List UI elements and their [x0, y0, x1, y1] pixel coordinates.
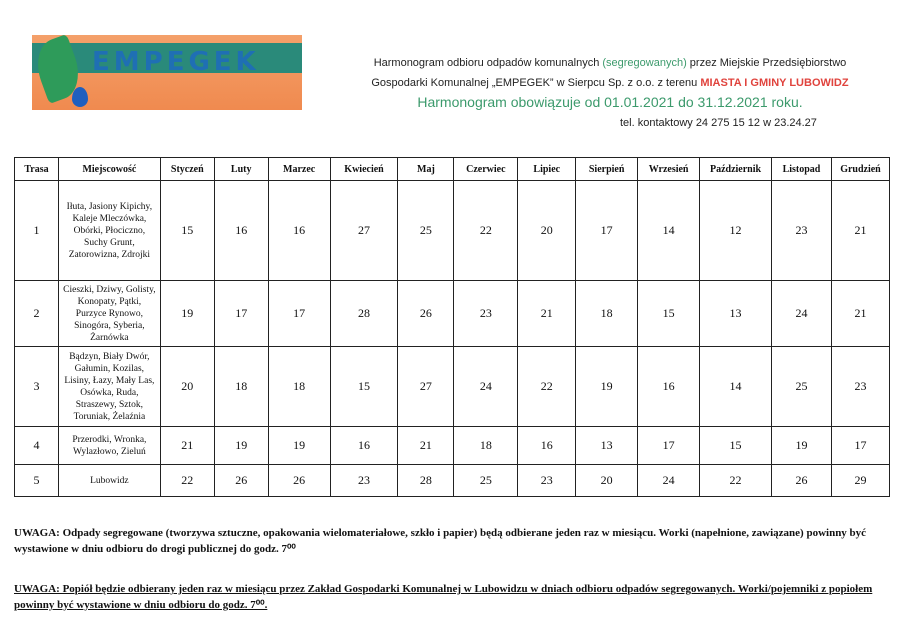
- table-row: [15, 427, 890, 465]
- col-header: Czerwiec: [454, 158, 518, 181]
- col-header: Styczeń: [160, 158, 214, 181]
- pickup-day-cell: 22: [160, 465, 214, 497]
- pickup-day-cell: 13: [700, 281, 772, 347]
- pickup-day-cell: 16: [638, 347, 700, 427]
- pickup-day-cell: 16: [268, 181, 330, 281]
- water-drop-icon: [72, 87, 88, 107]
- table-row: [15, 465, 890, 497]
- note-segregated: UWAGA: Odpady segregowane (tworzywa sztuczne, opakowania wielomateriałowe, szkło i papier) będą odbierane jeden raz w miesiącu. Worki (napełnione, zawiązane) powinny być wystawione w dniu odbioru do drogi publicznej do godz. 7⁰⁰: [14, 527, 867, 555]
- col-header: Kwiecień: [330, 158, 398, 181]
- schedule-table: [14, 157, 890, 497]
- pickup-day-cell: 23: [518, 465, 576, 497]
- pickup-day-cell: 26: [268, 465, 330, 497]
- pickup-day-cell: 21: [398, 427, 454, 465]
- pickup-day-cell: 20: [576, 465, 638, 497]
- pickup-day-cell: 21: [160, 427, 214, 465]
- col-header: Luty: [214, 158, 268, 181]
- route-number: 4: [15, 427, 59, 465]
- col-header: Wrzesień: [638, 158, 700, 181]
- pickup-day-cell: 23: [454, 281, 518, 347]
- pickup-day-cell: 17: [576, 181, 638, 281]
- pickup-day-cell: 29: [831, 465, 889, 497]
- pickup-day-cell: 18: [576, 281, 638, 347]
- pickup-day-cell: 23: [330, 465, 398, 497]
- header-line-1-b: (segregowanych): [602, 57, 687, 69]
- pickup-day-cell: 25: [772, 347, 832, 427]
- header-line-2-a: Gospodarki Komunalnej „EMPEGEK” w Sierpcu Sp. z o.o. z terenu: [371, 77, 701, 89]
- header-line-2: [320, 77, 900, 89]
- col-header: Marzec: [268, 158, 330, 181]
- places-cell: Przerodki, Wronka, Wylazłowo, Zieluń: [58, 427, 160, 465]
- places-cell: Lubowidz: [58, 465, 160, 497]
- header-line-1: [320, 57, 900, 69]
- logo-text: EMPEGEK: [92, 47, 260, 77]
- pickup-day-cell: 26: [772, 465, 832, 497]
- pickup-day-cell: 17: [831, 427, 889, 465]
- pickup-day-cell: 14: [638, 181, 700, 281]
- route-number: 2: [15, 281, 59, 347]
- pickup-day-cell: 21: [831, 281, 889, 347]
- col-header: Maj: [398, 158, 454, 181]
- header-phone: tel. kontaktowy 24 275 15 12 w 23.24.27: [620, 117, 817, 129]
- pickup-day-cell: 17: [214, 281, 268, 347]
- pickup-day-cell: 19: [268, 427, 330, 465]
- pickup-day-cell: 22: [454, 181, 518, 281]
- route-number: 5: [15, 465, 59, 497]
- route-number: 3: [15, 347, 59, 427]
- pickup-day-cell: 19: [772, 427, 832, 465]
- pickup-day-cell: 15: [330, 347, 398, 427]
- pickup-day-cell: 21: [518, 281, 576, 347]
- pickup-day-cell: 22: [518, 347, 576, 427]
- pickup-day-cell: 15: [638, 281, 700, 347]
- pickup-day-cell: 25: [398, 181, 454, 281]
- pickup-day-cell: 18: [454, 427, 518, 465]
- col-header: Październik: [700, 158, 772, 181]
- pickup-day-cell: 17: [268, 281, 330, 347]
- col-header: Lipiec: [518, 158, 576, 181]
- pickup-day-cell: 15: [160, 181, 214, 281]
- col-header: Trasa: [15, 158, 59, 181]
- pickup-day-cell: 24: [772, 281, 832, 347]
- pickup-day-cell: 26: [214, 465, 268, 497]
- col-header: Grudzień: [831, 158, 889, 181]
- table-row: [15, 281, 890, 347]
- table-row: [15, 347, 890, 427]
- pickup-day-cell: 23: [831, 347, 889, 427]
- header-line-1-c: przez Miejskie Przedsiębiorstwo: [686, 57, 847, 69]
- pickup-day-cell: 28: [330, 281, 398, 347]
- pickup-day-cell: 26: [398, 281, 454, 347]
- pickup-day-cell: 28: [398, 465, 454, 497]
- pickup-day-cell: 27: [398, 347, 454, 427]
- pickup-day-cell: 18: [268, 347, 330, 427]
- pickup-day-cell: 19: [576, 347, 638, 427]
- pickup-day-cell: 19: [214, 427, 268, 465]
- pickup-day-cell: 21: [831, 181, 889, 281]
- pickup-day-cell: 15: [700, 427, 772, 465]
- col-header: Miejscowość: [58, 158, 160, 181]
- pickup-day-cell: 27: [330, 181, 398, 281]
- header-validity: Harmonogram obowiązuje od 01.01.2021 do 31.12.2021 roku.: [417, 94, 803, 110]
- places-cell: Bądzyn, Biały Dwór, Gałumin, Kozilas, Lisiny, Łazy, Mały Las, Osówka, Ruda, Straszewy, Sztok, Toruniak, Żelaźnia: [58, 347, 160, 427]
- header-line-2-b: MIASTA I GMINY LUBOWIDZ: [700, 77, 849, 89]
- pickup-day-cell: 18: [214, 347, 268, 427]
- note-ash: UWAGA: Popiół będzie odbierany jeden raz w miesiącu przez Zakład Gospodarki Komunalnej w Lubowidzu w dniach odbioru odpadów segregowanych. Worki/pojemniki z popiołem powinny być wystawione w dniu odbioru do godz. 7⁰⁰.: [14, 583, 873, 611]
- company-logo: [32, 35, 302, 110]
- pickup-day-cell: 19: [160, 281, 214, 347]
- pickup-day-cell: 17: [638, 427, 700, 465]
- col-header: Sierpień: [576, 158, 638, 181]
- pickup-day-cell: 22: [700, 465, 772, 497]
- pickup-day-cell: 14: [700, 347, 772, 427]
- places-cell: Cieszki, Dziwy, Golisty, Konopaty, Pątki, Purzyce Rynowo, Sinogóra, Syberia, Żarnówka: [58, 281, 160, 347]
- table-row: [15, 181, 890, 281]
- table-header-row: [15, 158, 890, 181]
- pickup-day-cell: 20: [518, 181, 576, 281]
- pickup-day-cell: 13: [576, 427, 638, 465]
- pickup-day-cell: 16: [214, 181, 268, 281]
- col-header: Listopad: [772, 158, 832, 181]
- places-cell: Iłuta, Jasiony Kipichy, Kaleje Mleczówka, Obórki, Płociczno, Suchy Grunt, Zatorowizna, Zdrojki: [58, 181, 160, 281]
- pickup-day-cell: 12: [700, 181, 772, 281]
- pickup-day-cell: 24: [638, 465, 700, 497]
- pickup-day-cell: 16: [518, 427, 576, 465]
- pickup-day-cell: 24: [454, 347, 518, 427]
- pickup-day-cell: 23: [772, 181, 832, 281]
- route-number: 1: [15, 181, 59, 281]
- pickup-day-cell: 25: [454, 465, 518, 497]
- pickup-day-cell: 20: [160, 347, 214, 427]
- header-line-1-a: Harmonogram odbioru odpadów komunalnych: [373, 57, 603, 69]
- pickup-day-cell: 16: [330, 427, 398, 465]
